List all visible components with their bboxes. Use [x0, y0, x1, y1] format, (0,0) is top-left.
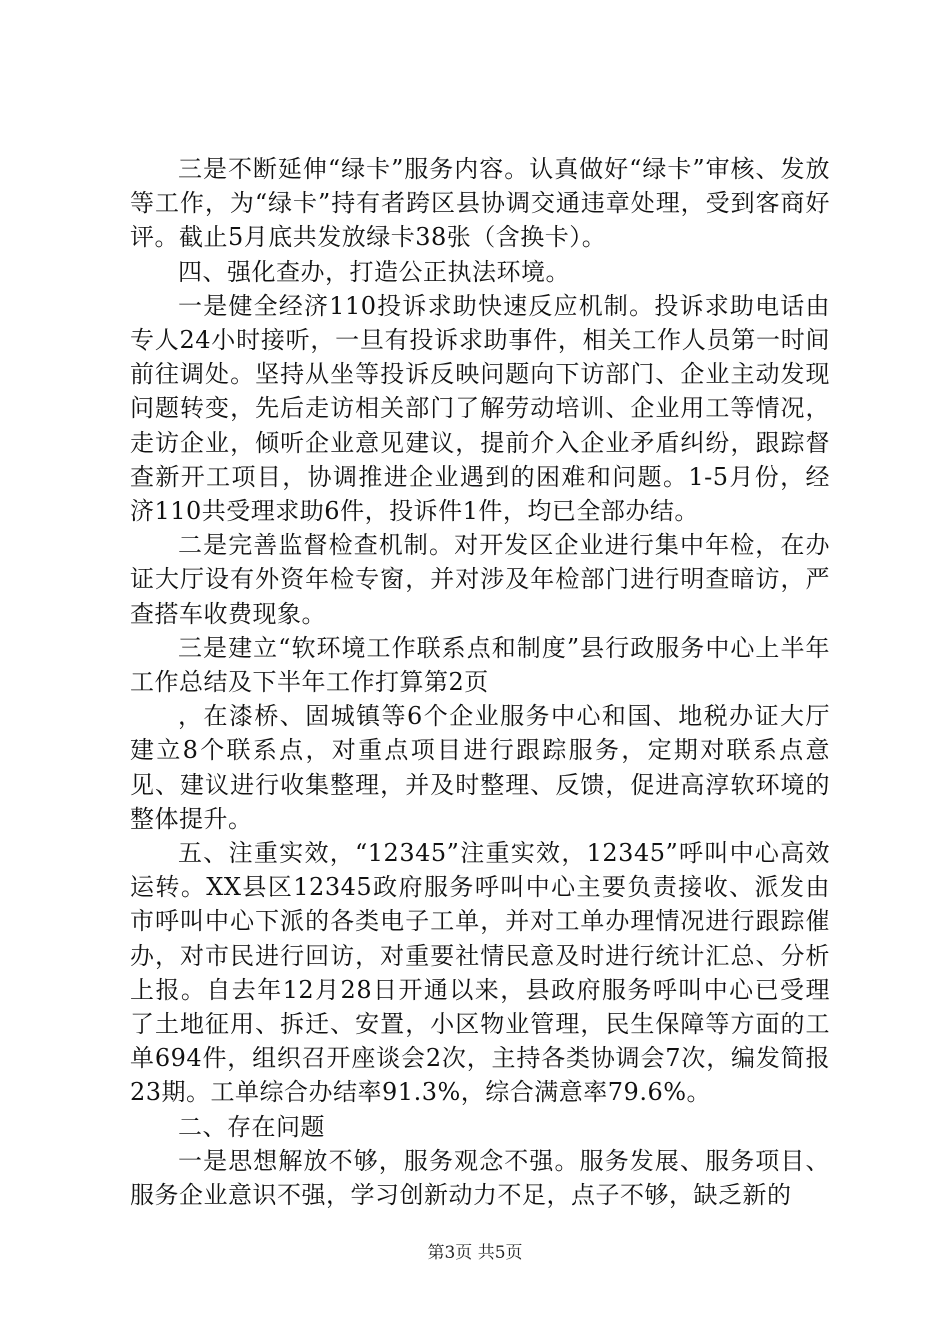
- paragraph-economic-110: 一是健全经济110投诉求助快速反应机制。投诉求助电话由专人24小时接听，一旦有投诉求助事件，相关工作人员第一时间前往调处。坚持从坐等投诉反映问题向下访部门、企业主动发现问题转变，先后走访相关部门了解劳动培训、企业用工等情况，走访企业，倾听企业意见建议，提前介入企业矛盾纠纷，跟踪督查新开工项目，协调推进企业遇到的困难和问题。1-5月份，经济110共受理求助6件，投诉件1件，均已全部办结。: [130, 291, 830, 526]
- paragraph-soft-environment: 三是建立“软环境工作联系点和制度”县行政服务中心上半年工作总结及下半年工作打算第2页: [130, 633, 830, 697]
- heading-law-enforcement: 四、强化查办，打造公正执法环境。: [178, 257, 570, 286]
- paragraph-supervision: 二是完善监督检查机制。对开发区企业进行集中年检，在办证大厅设有外资年检专窗，并对涉及年检部门进行明查暗访，严查搭车收费现象。: [130, 531, 830, 628]
- heading-problems: 二、存在问题: [178, 1112, 325, 1141]
- paragraph-contact-points: ，在漆桥、固城镇等6个企业服务中心和国、地税办证大厅建立8个联系点，对重点项目进行跟踪服务，定期对联系点意见、建议进行收集整理，并及时整理、反馈，促进高淳软环境的整体提升。: [130, 702, 830, 833]
- document-body: [130, 152, 830, 1212]
- paragraph-12345-hotline: 五、注重实效，“12345”注重实效，12345”呼叫中心高效运转。XX县区12345政府服务呼叫中心主要负责接收、派发由市呼叫中心下派的各类电子工单，并对工单办理情况进行跟踪催办，对市民进行回访，对重要社情民意及时进行统计汇总、分析上报。自去年12月28日开通以来，县政府服务呼叫中心已受理了土地征用、拆迁、安置，小区物业管理，民生保障等方面的工单694件，组织召开座谈会2次，主持各类协调会7次，编发简报23期。工单综合办结率91.3%，综合满意率79.6%。: [130, 839, 830, 1107]
- paragraph-green-card: 三是不断延伸“绿卡”服务内容。认真做好“绿卡”审核、发放等工作，为“绿卡”持有者跨区县协调交通违章处理，受到客商好评。截止5月底共发放绿卡38张（含换卡）。: [130, 155, 830, 252]
- paragraph-problem-one: 一是思想解放不够，服务观念不强。服务发展、服务项目、服务企业意识不强，学习创新动力不足，点子不够，缺乏新的: [130, 1146, 830, 1210]
- page-number-footer: 第3页 共5页: [427, 1243, 523, 1263]
